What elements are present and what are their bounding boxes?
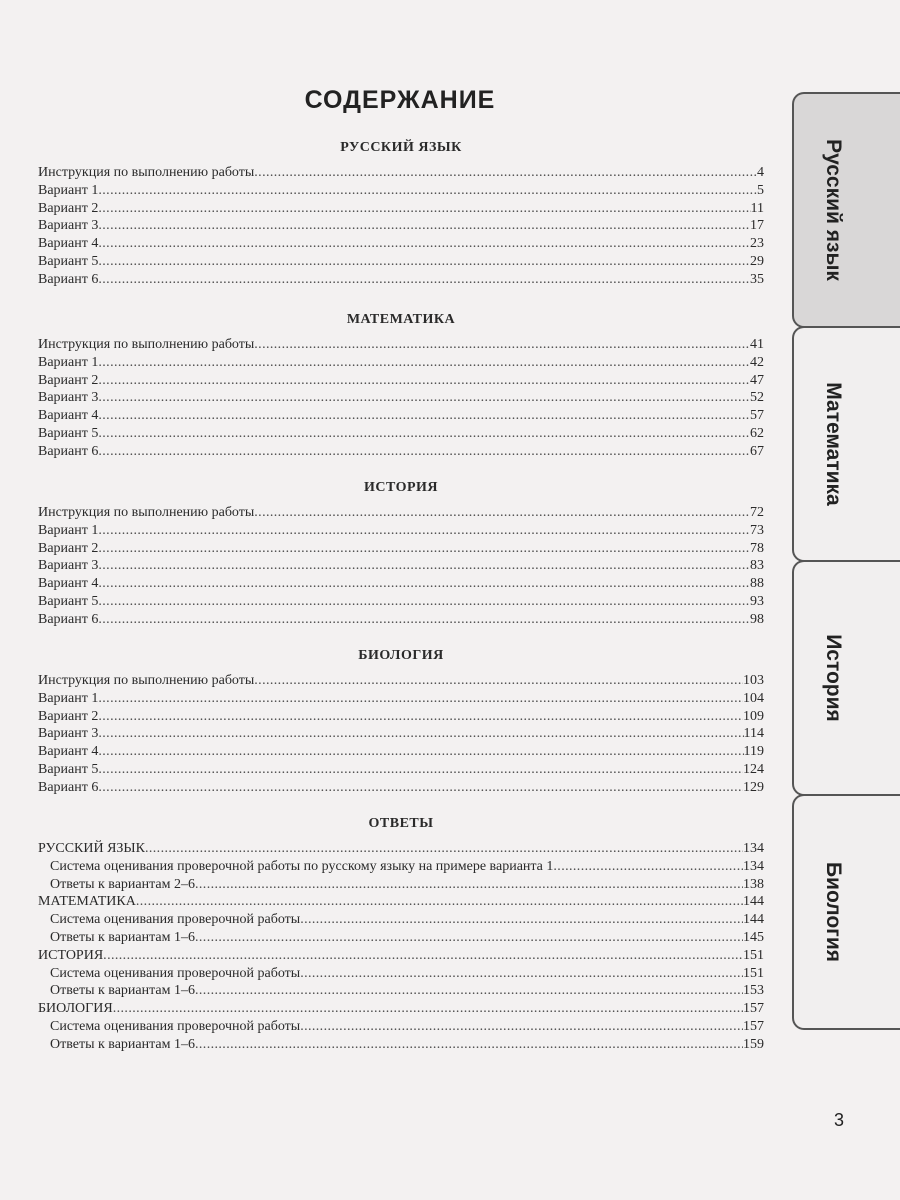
dot-leader xyxy=(195,1036,743,1054)
toc-entry-page: 57 xyxy=(750,408,764,424)
dot-leader xyxy=(195,982,743,1000)
toc-entry-page: 17 xyxy=(750,218,764,234)
dot-leader xyxy=(98,593,750,611)
toc-entry-page: 153 xyxy=(743,983,764,999)
toc-entry-page: 42 xyxy=(750,354,764,370)
toc-entry-label: Система оценивания проверочной работы xyxy=(50,912,301,928)
toc-entry-page: 47 xyxy=(750,372,764,388)
toc-entry[interactable] xyxy=(38,1000,764,1018)
dot-leader xyxy=(254,164,757,182)
page-number: 3 xyxy=(834,1110,845,1130)
dot-leader xyxy=(98,271,750,289)
toc-entry-page: 157 xyxy=(743,1001,764,1017)
section-heading: МАТЕМАТИКА xyxy=(346,312,456,327)
dot-leader xyxy=(98,389,750,407)
toc-entry-label: Вариант 2 xyxy=(38,372,99,388)
dot-leader xyxy=(98,443,750,461)
toc-entry-label: Ответы к вариантам 1–6 xyxy=(50,983,195,999)
toc-entry[interactable] xyxy=(38,522,764,540)
toc-entry-page: 35 xyxy=(750,271,764,287)
toc-entry[interactable] xyxy=(38,672,764,690)
dot-leader xyxy=(98,557,750,575)
toc-entry[interactable] xyxy=(38,947,764,965)
toc-entry-label: Вариант 6 xyxy=(38,443,99,459)
toc-entry-page: 134 xyxy=(743,858,764,874)
tab-biology[interactable] xyxy=(792,794,900,1030)
toc-entry[interactable] xyxy=(38,761,764,779)
dot-leader xyxy=(98,522,750,540)
toc-entry-label: Система оценивания проверочной работы по русскому языку на примере варианта 1 xyxy=(50,858,554,874)
toc-entry[interactable] xyxy=(38,200,764,218)
toc-entry-label: Вариант 3 xyxy=(38,558,99,574)
toc-entry-label: Ответы к вариантам 1–6 xyxy=(50,929,195,945)
toc-entry-page: 129 xyxy=(743,779,764,795)
toc-entry-label: Вариант 5 xyxy=(38,253,99,269)
toc-entry-page: 78 xyxy=(750,540,764,556)
toc-entry[interactable] xyxy=(38,372,764,390)
toc-entry-label: Вариант 4 xyxy=(38,408,99,424)
toc-entry[interactable] xyxy=(38,253,764,271)
toc-entry-label: Система оценивания проверочной работы xyxy=(50,965,301,981)
dot-leader xyxy=(300,911,743,929)
toc-entry-page: 144 xyxy=(743,912,764,928)
dot-leader xyxy=(98,182,757,200)
dot-leader xyxy=(145,840,743,858)
toc-entry-page: 52 xyxy=(750,390,764,406)
toc-entry-page: 29 xyxy=(750,253,764,269)
toc-entry-page: 145 xyxy=(743,929,764,945)
toc-entry[interactable] xyxy=(38,504,764,522)
toc-entry-page: 98 xyxy=(750,611,764,627)
toc-entry[interactable] xyxy=(38,217,764,235)
toc-entry[interactable] xyxy=(38,911,764,929)
toc-entry[interactable] xyxy=(38,557,764,575)
toc-entry-page: 93 xyxy=(750,593,764,609)
toc-entry-page: 62 xyxy=(750,425,764,441)
toc-entry-page: 151 xyxy=(743,965,764,981)
toc-entry[interactable] xyxy=(38,725,764,743)
toc-entry[interactable] xyxy=(38,965,764,983)
toc-entry-page: 109 xyxy=(743,708,764,724)
toc-entry-page: 5 xyxy=(757,182,764,198)
dot-leader xyxy=(98,708,743,726)
section-heading: ОТВЕТЫ xyxy=(368,816,434,831)
toc-entry-label: БИОЛОГИЯ xyxy=(38,1001,113,1017)
toc-entry-label: Вариант 1 xyxy=(38,690,99,706)
toc-entry-page: 11 xyxy=(750,200,764,216)
toc-entry-page: 114 xyxy=(743,726,764,742)
toc-entry[interactable] xyxy=(38,708,764,726)
toc-entry[interactable] xyxy=(38,443,764,461)
tab-label: Биология xyxy=(822,861,845,963)
tab-label: Русский язык xyxy=(822,139,845,281)
toc-entry-label: Инструкция по выполнению работы xyxy=(38,165,255,180)
toc-entry[interactable] xyxy=(38,593,764,611)
dot-leader xyxy=(98,761,743,779)
toc-entry-label: Вариант 3 xyxy=(38,218,99,234)
dot-leader xyxy=(98,725,743,743)
dot-leader xyxy=(98,354,750,372)
toc-entry[interactable] xyxy=(38,164,764,182)
toc-entry[interactable] xyxy=(38,929,764,947)
toc-entry-page: 73 xyxy=(750,522,764,538)
toc-entry-label: Вариант 1 xyxy=(38,182,99,198)
toc-entry-label: Вариант 3 xyxy=(38,726,99,742)
toc-entry-page: 144 xyxy=(743,894,764,910)
toc-entry-label: Система оценивания проверочной работы xyxy=(50,1018,301,1034)
dot-leader xyxy=(98,407,750,425)
toc-entry-page: 4 xyxy=(757,165,764,180)
toc-entry-page: 159 xyxy=(743,1036,764,1052)
dot-leader xyxy=(98,425,750,443)
toc-entry[interactable] xyxy=(38,407,764,425)
toc-entry[interactable] xyxy=(38,858,764,876)
toc-entry[interactable] xyxy=(38,840,764,858)
toc-entry-page: 67 xyxy=(750,443,764,459)
toc-entry-label: Вариант 6 xyxy=(38,611,99,627)
dot-leader xyxy=(195,929,743,947)
toc-entry[interactable] xyxy=(38,743,764,761)
dot-leader xyxy=(103,947,743,965)
toc-section-russian xyxy=(38,138,764,289)
toc-entry[interactable] xyxy=(38,575,764,593)
dot-leader xyxy=(98,779,743,797)
section-heading: ИСТОРИЯ xyxy=(363,480,439,495)
toc-entry-page: 119 xyxy=(743,744,764,760)
toc-entry-label: Вариант 2 xyxy=(38,540,99,556)
toc-entry[interactable] xyxy=(38,1018,764,1036)
toc-entry[interactable] xyxy=(38,425,764,443)
toc-entry[interactable] xyxy=(38,876,764,894)
toc-section-answers xyxy=(38,814,764,1054)
dot-leader xyxy=(98,540,750,558)
dot-leader xyxy=(136,893,743,911)
toc-section-biology xyxy=(38,646,764,797)
toc-entry-page: 124 xyxy=(743,761,764,777)
subject-tabs xyxy=(792,92,900,1030)
toc-entry-label: Вариант 1 xyxy=(38,354,99,370)
toc-entry-label: Вариант 4 xyxy=(38,744,99,760)
toc-entry-label: Вариант 5 xyxy=(38,593,99,609)
dot-leader xyxy=(98,743,743,761)
dot-leader xyxy=(98,690,743,708)
toc-entry-page: 41 xyxy=(750,337,764,352)
section-heading: БИОЛОГИЯ xyxy=(358,648,444,663)
tab-history[interactable] xyxy=(792,560,900,796)
toc-entry[interactable] xyxy=(38,336,764,354)
toc-entry-label: Вариант 4 xyxy=(38,576,99,592)
toc-entry-label: Вариант 3 xyxy=(38,390,99,406)
dot-leader xyxy=(98,253,750,271)
dot-leader xyxy=(254,336,750,354)
toc-entry-label: Инструкция по выполнению работы xyxy=(38,505,255,520)
toc-entry-label: Вариант 6 xyxy=(38,779,99,795)
toc-entry[interactable] xyxy=(38,235,764,253)
toc-entry[interactable] xyxy=(38,1036,764,1054)
toc-entry-page: 104 xyxy=(743,690,764,706)
dot-leader xyxy=(195,876,743,894)
section-heading: РУССКИЙ ЯЗЫК xyxy=(340,140,462,155)
toc-entry-page: 103 xyxy=(743,673,764,688)
toc-entry[interactable] xyxy=(38,540,764,558)
toc-entry[interactable] xyxy=(38,982,764,1000)
toc-entry-label: Вариант 1 xyxy=(38,522,99,538)
dot-leader xyxy=(113,1000,743,1018)
toc-entry-label: Вариант 5 xyxy=(38,425,99,441)
toc-entry-label: МАТЕМАТИКА xyxy=(38,894,136,910)
dot-leader xyxy=(553,858,743,876)
toc-entry[interactable] xyxy=(38,389,764,407)
toc-entry-label: Инструкция по выполнению работы xyxy=(38,673,255,688)
toc-entry[interactable] xyxy=(38,271,764,289)
toc-entry-label: ИСТОРИЯ xyxy=(38,947,104,963)
dot-leader xyxy=(254,672,743,690)
tab-math[interactable] xyxy=(792,326,900,562)
toc-entry[interactable] xyxy=(38,893,764,911)
toc-entry-label: Вариант 4 xyxy=(38,236,99,252)
dot-leader xyxy=(98,372,750,390)
dot-leader xyxy=(98,217,750,235)
toc-entry-page: 88 xyxy=(750,576,764,592)
toc-entry[interactable] xyxy=(38,182,764,200)
toc-entry[interactable] xyxy=(38,779,764,797)
dot-leader xyxy=(98,611,750,629)
page-title: СОДЕРЖАНИЕ xyxy=(304,86,496,114)
toc-entry-page: 83 xyxy=(750,558,764,574)
toc-entry[interactable] xyxy=(38,690,764,708)
toc-entry[interactable] xyxy=(38,611,764,629)
dot-leader xyxy=(300,965,743,983)
dot-leader xyxy=(300,1018,743,1036)
tab-label: История xyxy=(822,634,845,722)
toc-entry-page: 138 xyxy=(743,876,764,892)
toc-entry-label: Инструкция по выполнению работы xyxy=(38,337,255,352)
toc-entry[interactable] xyxy=(38,354,764,372)
toc-entry-label: Ответы к вариантам 1–6 xyxy=(50,1036,195,1052)
toc-entry-label: Вариант 2 xyxy=(38,200,99,216)
dot-leader xyxy=(254,504,750,522)
toc-entry-page: 134 xyxy=(743,841,764,856)
tab-label: Математика xyxy=(822,382,845,506)
toc-entry-label: Вариант 5 xyxy=(38,761,99,777)
toc-entry-page: 157 xyxy=(743,1018,764,1034)
toc-entry-page: 151 xyxy=(743,947,764,963)
toc-entry-page: 72 xyxy=(750,505,764,520)
toc-entry-label: Ответы к вариантам 2–6 xyxy=(50,876,195,892)
toc-entry-label: Вариант 6 xyxy=(38,271,99,287)
dot-leader xyxy=(98,575,750,593)
tab-russian[interactable] xyxy=(792,92,900,328)
toc-entry-label: Вариант 2 xyxy=(38,708,99,724)
toc-entry-page: 23 xyxy=(750,236,764,252)
toc-section-history xyxy=(38,478,764,629)
dot-leader xyxy=(98,235,750,253)
toc-entry-label: РУССКИЙ ЯЗЫК xyxy=(38,841,145,856)
dot-leader xyxy=(98,200,750,218)
toc-section-math xyxy=(38,310,764,461)
